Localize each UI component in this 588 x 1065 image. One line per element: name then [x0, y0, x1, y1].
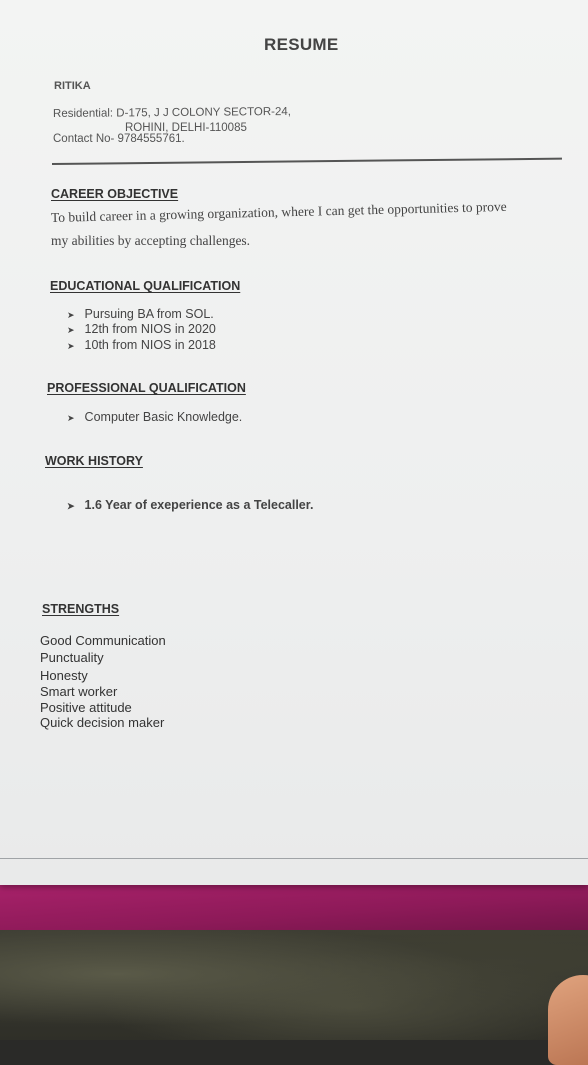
address-line-2: ROHINI, DELHI-110085	[125, 122, 247, 134]
list-item	[67, 338, 216, 352]
arrowhead-bullet-icon: ➤	[67, 310, 75, 320]
strength-item: Positive attitude	[40, 700, 132, 715]
strength-item: Quick decision maker	[40, 715, 165, 730]
list-item	[67, 498, 313, 512]
education-heading: EDUCATIONAL QUALIFICATION	[50, 279, 241, 293]
arrowhead-bullet-icon: ➤	[67, 501, 75, 511]
address-line-1: Residential: D-175, J J COLONY SECTOR-24,	[52, 105, 292, 120]
list-item	[67, 322, 216, 336]
education-item: 10th from NIOS in 2018	[84, 338, 216, 352]
strength-item: Good Communication	[40, 633, 166, 648]
work-history-heading: WORK HISTORY	[45, 454, 143, 468]
list-item	[67, 410, 242, 424]
education-item: 12th from NIOS in 2020	[84, 322, 216, 336]
career-objective-heading: CAREER OBJECTIVE	[51, 187, 179, 201]
finger	[548, 975, 588, 1065]
candidate-name: RITIKA	[54, 80, 91, 92]
career-objective-line-2: my abilities by accepting challenges.	[51, 233, 251, 248]
strength-item: Punctuality	[40, 650, 104, 665]
strength-item: Honesty	[40, 668, 88, 683]
strength-item: Smart worker	[40, 684, 118, 699]
arrowhead-bullet-icon: ➤	[67, 341, 75, 351]
header-divider	[52, 158, 562, 165]
work-item: 1.6 Year of exeperience as a Telecaller.	[84, 498, 314, 512]
arrowhead-bullet-icon: ➤	[67, 325, 75, 335]
page-title: RESUME	[264, 35, 339, 54]
career-objective-line-1: To build career in a growing organization, where I can get the opportunities to prove	[50, 198, 507, 225]
contact-number: Contact No- 9784555761.	[53, 133, 185, 145]
arrowhead-bullet-icon: ➤	[67, 413, 75, 423]
education-item: Pursuing BA from SOL.	[84, 307, 214, 321]
carpet-background	[0, 930, 588, 1040]
professional-heading: PROFESSIONAL QUALIFICATION	[47, 381, 246, 395]
list-item	[67, 307, 214, 321]
page-fold-line	[0, 858, 588, 859]
professional-item: Computer Basic Knowledge.	[84, 410, 243, 424]
strengths-heading: STRENGTHS	[42, 602, 120, 616]
